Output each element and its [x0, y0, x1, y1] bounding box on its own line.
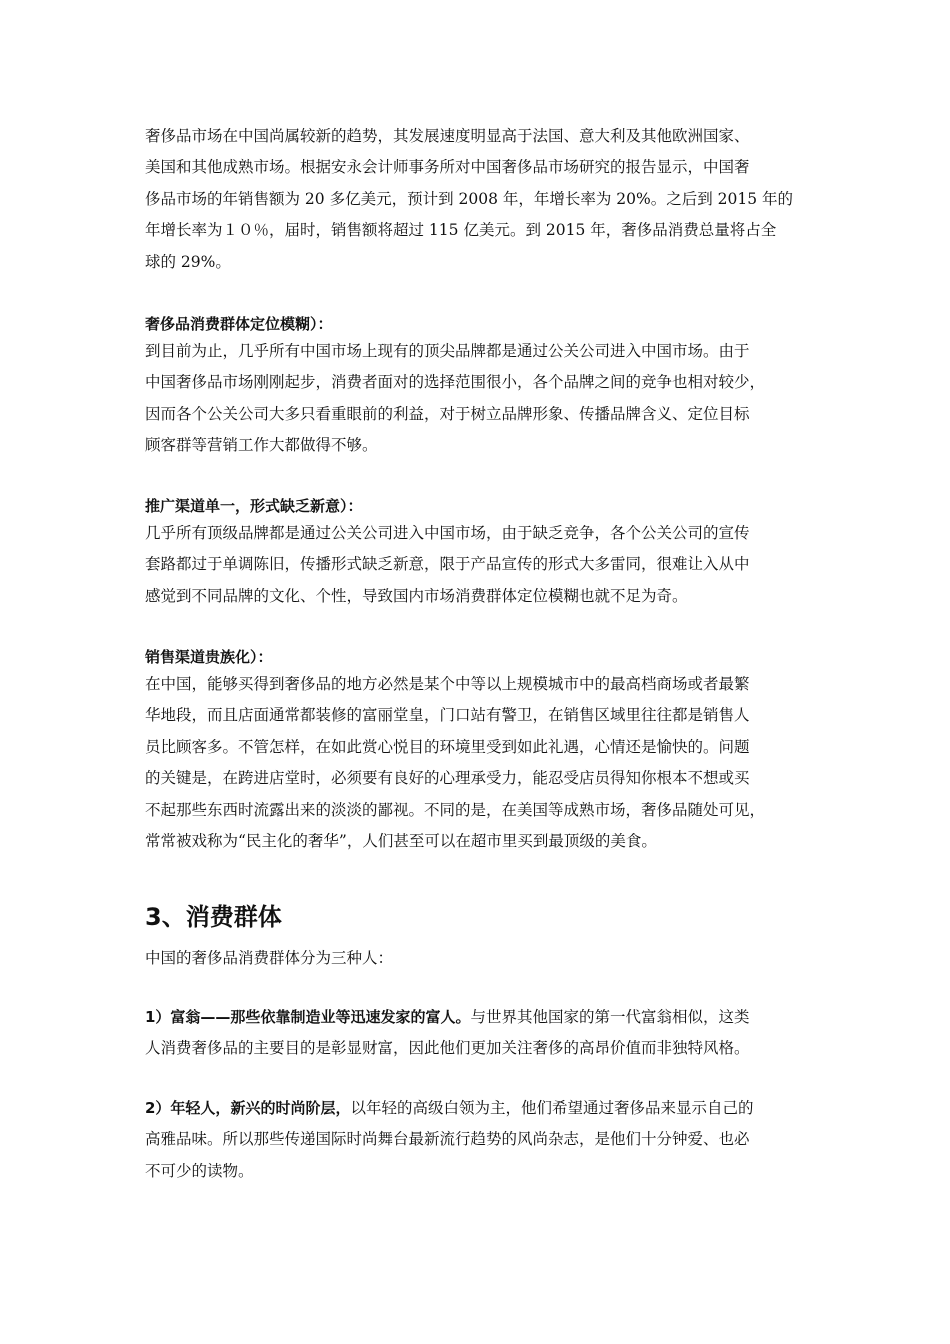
text-line: 在中国，能够买得到奢侈品的地方必然是某个中等以上规模城市中的最高档商场或者最繁 [145, 675, 750, 693]
text-line: 到目前为止，几乎所有中国市场上现有的顶尖品牌都是通过公关公司进入中国市场。由于 [145, 342, 750, 360]
text-line [145, 1002, 810, 1033]
text-line: 顾客群等营销工作大都做得不够。 [145, 436, 378, 455]
intro-paragraph [145, 121, 810, 278]
group-text: 与世界其他国家的第一代富翁相似，这类 [470, 1008, 750, 1026]
text-line: 不起那些东西时流露出来的淡淡的鄙视。不同的是，在美国等成熟市场，奢侈品随处可见， [145, 800, 766, 819]
text-line: 年增长率为１０％，届时，销售额将超过 115 亿美元。到 2015 年，奢侈品消费总量将占全 [145, 221, 777, 240]
text-line: 因而各个公关公司大多只看重眼前的利益，对于树立品牌形象、传播品牌含义、定位目标 [145, 404, 750, 423]
text-line: 的关键是，在跨进店堂时，必须要有良好的心理承受力，能忍受店员得知你根本不想或买 [145, 769, 750, 788]
chapter-title: 3、消费群体 [145, 903, 282, 931]
text-line: 人消费奢侈品的主要目的是彰显财富，因此他们更加关注奢侈的高昂价值而非独特风格。 [145, 1039, 750, 1058]
text-line: 华地段，而且店面通常都装修的富丽堂皇，门口站有警卫，在销售区域里往往都是销售人 [145, 706, 750, 725]
text-line: 不可少的读物。 [145, 1161, 254, 1180]
text-line [145, 1093, 810, 1124]
text-line: 球的 29%。 [145, 252, 231, 271]
chapter-intro [145, 943, 810, 974]
group-paragraph [145, 1002, 810, 1065]
section-heading: 销售渠道贵族化）： [145, 648, 273, 666]
text-line: 几乎所有顶级品牌都是通过公关公司进入中国市场，由于缺乏竞争，各个公关公司的宣传 [145, 524, 750, 542]
text-line: 感觉到不同品牌的文化、个性，导致国内市场消费群体定位模糊也就不足为奇。 [145, 586, 688, 605]
section-paragraph [145, 518, 810, 612]
text-line: 奢侈品市场在中国尚属较新的趋势，其发展速度明显高于法国、意大利及其他欧洲国家、 [145, 127, 750, 145]
group-text: 以年轻的高级白领为主，他们希望通过奢侈品来显示自己的 [350, 1099, 754, 1117]
text-line: 员比顾客多。不管怎样，在如此赏心悦目的环境里受到如此礼遇，心情还是愉快的。问题 [145, 737, 750, 756]
text-line: 高雅品味。所以那些传递国际时尚舞台最新流行趋势的风尚杂志，是他们十分钟爱、也必 [145, 1130, 750, 1149]
section-paragraph [145, 669, 810, 857]
text-line: 中国的奢侈品消费群体分为三种人： [145, 949, 394, 967]
text-line: 常常被戏称为“民主化的奢华”，人们甚至可以在超市里买到最顶级的美食。 [145, 831, 657, 850]
section-heading: 奢侈品消费群体定位模糊）： [145, 315, 333, 333]
group-title: 1）富翁——那些依靠制造业等迅速发家的富人。 [145, 1008, 471, 1026]
text-line: 侈品市场的年销售额为 20 多亿美元，预计到 2008 年，年增长率为 20%。之后到 2015 年的 [145, 189, 794, 208]
text-line: 美国和其他成熟市场。根据安永会计师事务所对中国奢侈品市场研究的报告显示，中国奢 [145, 158, 750, 177]
section-heading: 推广渠道单一，形式缺乏新意）： [145, 497, 363, 515]
group-title: 2）年轻人，新兴的时尚阶层， [145, 1099, 351, 1117]
group-paragraph [145, 1093, 810, 1187]
text-line: 中国奢侈品市场刚刚起步，消费者面对的选择范围很小，各个品牌之间的竞争也相对较少， [145, 373, 766, 392]
text-line: 套路都过于单调陈旧，传播形式缺乏新意，限于产品宣传的形式大多雷同，很难让入从中 [145, 555, 750, 574]
section-paragraph [145, 336, 810, 462]
